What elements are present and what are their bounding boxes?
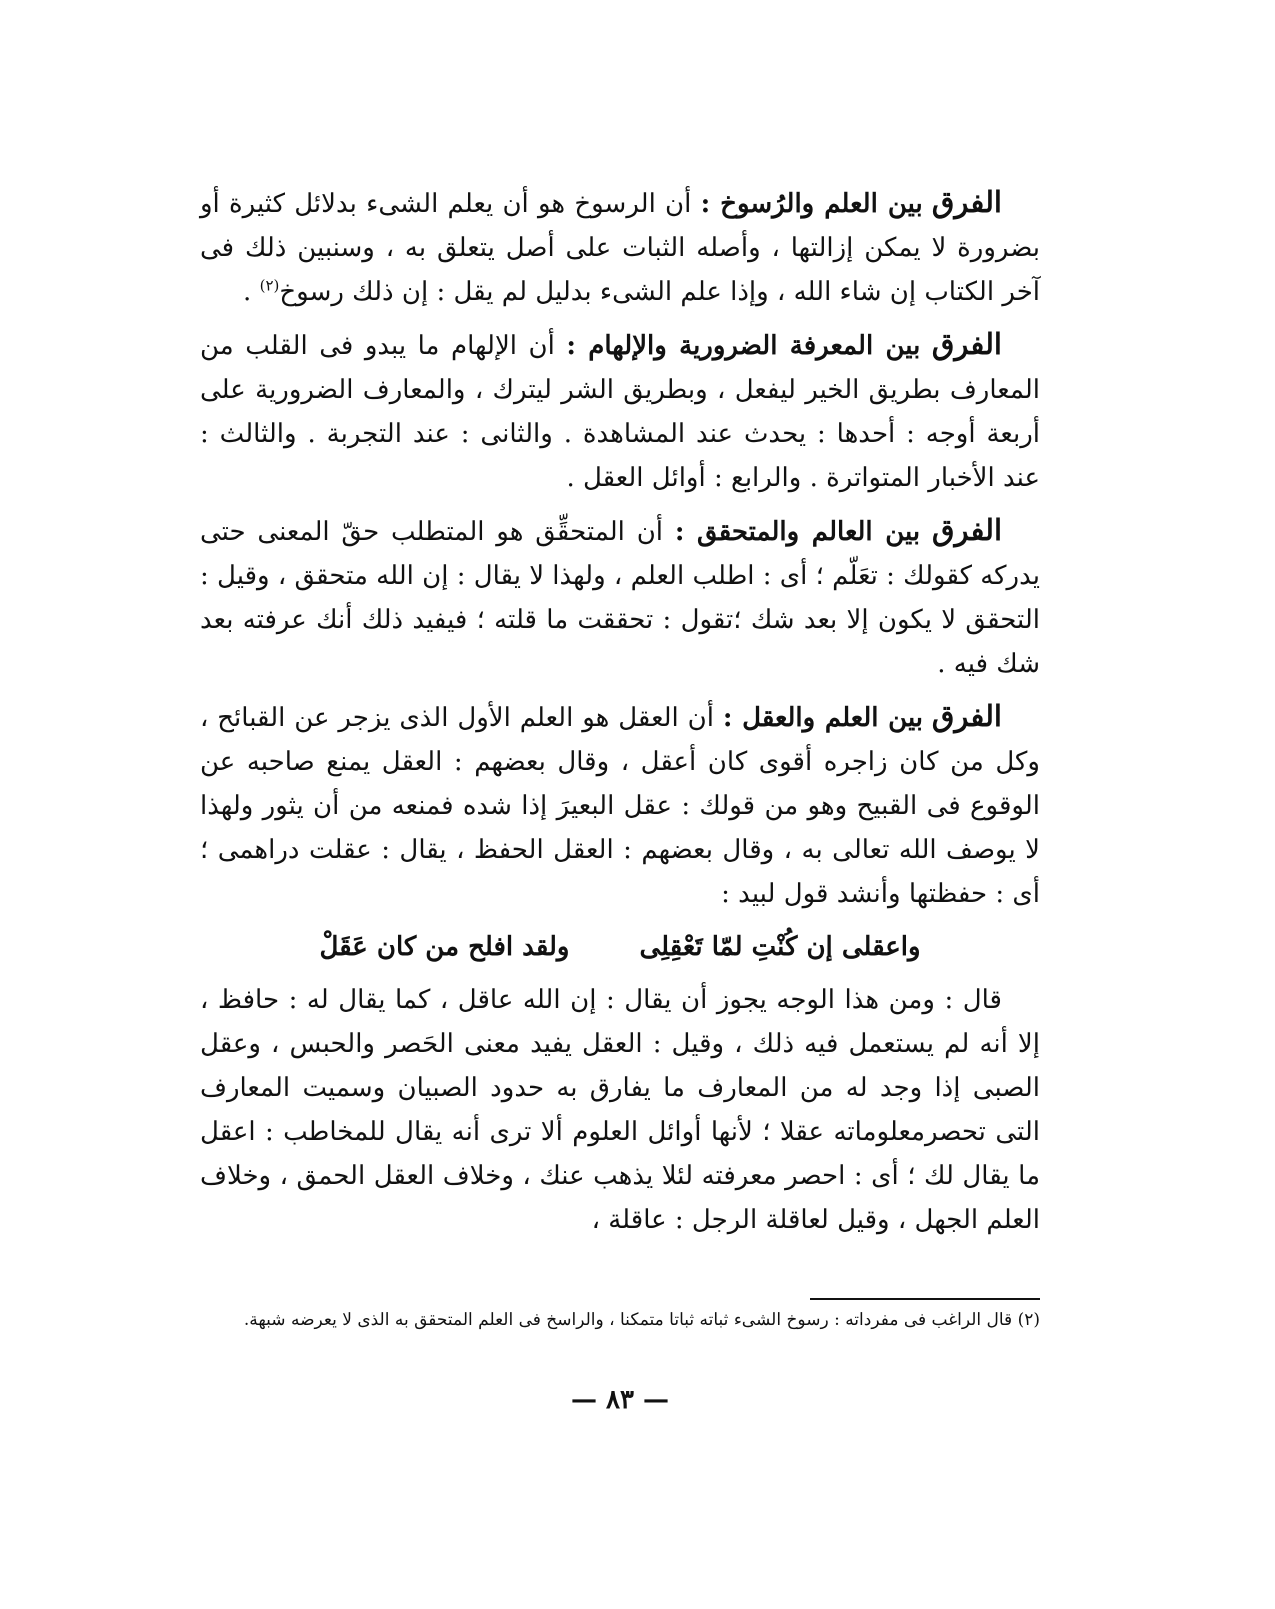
section-keyword: الفرق [931,699,1002,733]
verse-first-hemistich: واعقلى إن كُنْتِ لمّا تَعْقِلِى [639,932,921,962]
section-title: بين العلم والعقل : [722,703,924,733]
section-title: بين المعرفة الضرورية والإلهام : [566,331,921,361]
section-keyword: الفرق [931,327,1002,361]
paragraph-knowledge-vs-firmness [200,180,1040,314]
poem-verse [200,924,1040,970]
closing-paragraph: قال : ومن هذا الوجه يجوز أن يقال : إن الله عاقل ، كما يقال له : حافظ ، إلا أنه لم يستعمل فيه ذلك ، وقيل : العقل يفيد معنى الحَصر والحبس ، وعقل الصبى إذا وجد له من المعارف ما يفارق به حدود الصبيان وسميت المعارف التى تحصرمعلوماته عقلا ؛ لأنها أوائل العلوم ألا ترى أنه يقال للمخاطب : اعقل ما يقال لك ؛ أى : احصر معرفته لئلا يذهب عنك ، وخلاف العقل الحمق ، وخلاف العلم الجهل ، وقيل لعاقلة الرجل : عاقلة ، [200,985,1040,1235]
paragraph-body: أن الإلهام ما يبدو فى القلب من المعارف بطريق الخير ليفعل ، وبطريق الشر ليترك ، والمعارف الضرورية على أربعة أوجه : أحدها : يحدث عند المشاهدة . والثانى : عند التجربة . والثالث : عند الأخبار المتواترة . والرابع : أوائل العقل . [200,331,1040,493]
paragraph-body: أن المتحقِّق هو المتطلب حقّ المعنى حتى يدركه كقولك : تعَلّم ؛ أى : اطلب العلم ، ولهذا لا يقال : إن الله متحقق ، وقيل : التحقق لا يكون إلا بعد شك ؛تقول : تحققت ما قلته ؛ فيفيد ذلك أنك عرفته بعد شك فيه . [200,517,1040,679]
section-title: بين العالم والمتحقق : [674,517,921,547]
paragraph-knowledge-vs-inspiration [200,322,1040,500]
page-number: — ٨٣ — [570,1385,670,1415]
footnote: (٢) قال الراغب فى مفرداته : رسوخ الشىء ثباته ثباتا متمكنا ، والراسخ فى العلم المتحقق به الذى لا يعرضه شبهة. [243,1310,1040,1330]
paragraph-knower-vs-verifier [200,508,1040,686]
paragraph-tail: . [243,277,260,307]
book-page [200,180,1040,1540]
paragraph-body: أن الرسوخ هو أن يعلم الشىء بدلائل كثيرة أو بضرورة لا يمكن إزالتها ، وأصله الثبات على أصل يتعلق به ، وسنبين ذلك فى آخر الكتاب إن شاء الله ، وإذا علم الشىء بدليل لم يقل : إن ذلك رسوخ [200,189,1041,307]
footnote-reference: (٢) [259,276,280,295]
verse-second-hemistich: ولقد افلح من كان عَقَلْ [319,932,570,962]
footnote-divider [810,1298,1040,1300]
section-keyword: الفرق [931,185,1002,219]
paragraph-knowledge-vs-reason [200,694,1040,916]
paragraph-body: أن العقل هو العلم الأول الذى يزجر عن القبائح ، وكل من كان زاجره أقوى كان أعقل ، وقال بعضهم : العقل يمنع صاحبه عن الوقوع فى القبيح وهو من قولك : عقل البعيرَ إذا شده فمنعه من أن يثور ولهذا لا يوصف الله تعالى به ، وقال بعضهم : العقل الحفظ ، يقال : عقلت دراهمى ؛ أى : حفظتها وأنشد قول لبيد : [200,703,1040,909]
section-keyword: الفرق [931,513,1003,547]
section-title: بين العلم والرُسوخ : [700,189,923,219]
